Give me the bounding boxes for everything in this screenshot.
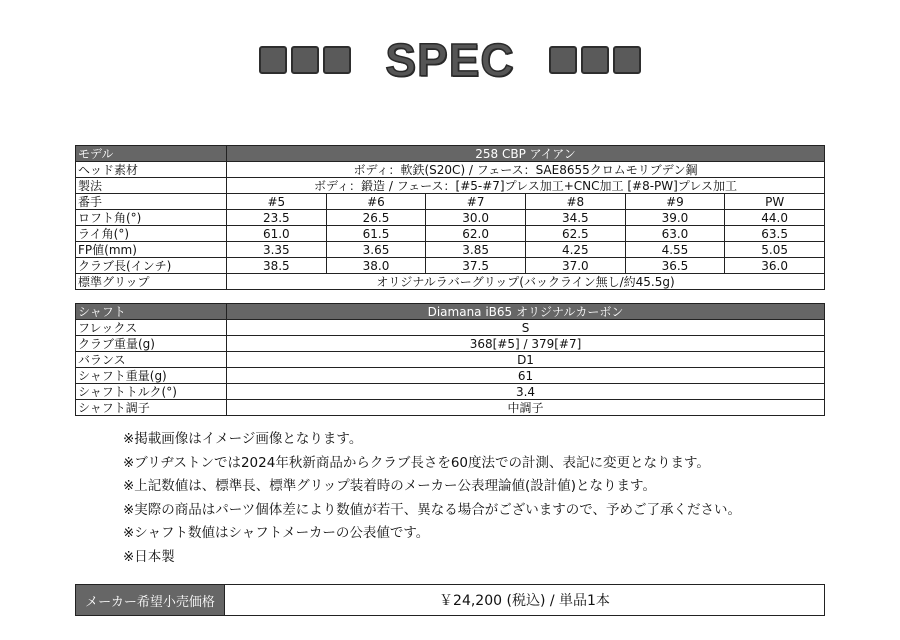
club-number-cell: #9	[625, 194, 725, 210]
table-cell: 38.5	[227, 258, 327, 274]
table-cell: 38.0	[326, 258, 426, 274]
square-icon	[259, 46, 287, 74]
table-cell: 3.4	[227, 384, 825, 400]
page-title: SPEC	[385, 34, 515, 86]
table-row-flex	[76, 320, 825, 336]
table-row-shaft	[76, 304, 825, 320]
table-row-grip	[76, 274, 825, 290]
row-label: バランス	[76, 352, 227, 368]
note-item: ※掲載画像はイメージ画像となります。	[123, 431, 363, 447]
table-cell: 44.0	[725, 210, 825, 226]
square-icon	[291, 46, 319, 74]
note-item: ※ブリヂストンでは2024年秋新商品からクラブ長さを60度法での計測、表記に変更となります。	[123, 454, 710, 471]
table-row-head-material	[76, 162, 825, 178]
square-icon	[549, 46, 577, 74]
note-item: ※実際の商品はパーツ個体差により数値が若干、異なる場合がございますので、予めご了承ください。	[123, 501, 742, 518]
table-cell: 36.5	[625, 258, 725, 274]
table-row-numbers	[76, 194, 825, 210]
shaft-spec-table	[75, 303, 825, 416]
table-row-balance	[76, 352, 825, 368]
model-value: 258 CBP アイアン	[227, 146, 825, 162]
shaft-value: Diamana iB65 オリジナルカーボン	[227, 304, 825, 320]
table-row-club-weight	[76, 336, 825, 352]
table-cell: 中調子	[227, 400, 825, 416]
table-cell: 30.0	[426, 210, 526, 226]
left-square-decoration	[259, 46, 351, 74]
square-icon	[581, 46, 609, 74]
table-cell: 23.5	[227, 210, 327, 226]
row-label: FP値(mm)	[76, 242, 227, 258]
row-label: クラブ重量(g)	[76, 336, 227, 352]
table-row-model	[76, 146, 825, 162]
price-value: ￥24,200 (税込) / 単品1本	[439, 593, 610, 609]
table-row-lie	[76, 226, 825, 242]
table-cell: 39.0	[625, 210, 725, 226]
head-material-value: ボディ：軟鉄(S20C) / フェース：SAE8655クロムモリブデン鋼	[227, 162, 825, 178]
table-row-loft	[76, 210, 825, 226]
row-label: シャフト重量(g)	[76, 368, 227, 384]
table-cell: 36.0	[725, 258, 825, 274]
shaft-label: シャフト	[76, 304, 227, 320]
club-number-cell: #5	[227, 194, 327, 210]
club-number-cell: #6	[326, 194, 426, 210]
right-square-decoration	[549, 46, 641, 74]
table-cell: 368[#5] / 379[#7]	[227, 336, 825, 352]
note-item: ※日本製	[123, 548, 175, 565]
row-label: クラブ長(インチ)	[76, 258, 227, 274]
table-cell: 3.35	[227, 242, 327, 258]
row-label: ライ角(°)	[76, 226, 227, 242]
number-label: 番手	[76, 194, 227, 210]
table-cell: 63.5	[725, 226, 825, 242]
table-row-shaft-weight	[76, 368, 825, 384]
price-box	[75, 584, 825, 616]
grip-label: 標準グリップ	[76, 274, 227, 290]
square-icon	[323, 46, 351, 74]
table-cell: 62.0	[426, 226, 526, 242]
table-cell: 63.0	[625, 226, 725, 242]
grip-value: オリジナルラバーグリップ(バックライン無し/約45.5g)	[227, 274, 825, 290]
row-label: シャフト調子	[76, 400, 227, 416]
table-cell: 4.25	[525, 242, 625, 258]
square-icon	[613, 46, 641, 74]
club-spec-table	[75, 145, 825, 290]
table-cell: 3.85	[426, 242, 526, 258]
table-cell: 37.0	[525, 258, 625, 274]
club-number-cell: PW	[725, 194, 825, 210]
club-number-cell: #7	[426, 194, 526, 210]
table-cell: S	[227, 320, 825, 336]
table-row-manufacture	[76, 178, 825, 194]
manufacture-value: ボディ：鍛造 / フェース：[#5-#7]プレス加工+CNC加工 [#8-PW]プレス加工	[227, 178, 825, 194]
row-label: ロフト角(°)	[76, 210, 227, 226]
price-label: メーカー希望小売価格	[76, 585, 225, 615]
table-cell: 61.5	[326, 226, 426, 242]
table-row-fp	[76, 242, 825, 258]
table-row-torque	[76, 384, 825, 400]
table-cell: 61	[227, 368, 825, 384]
table-cell: 3.65	[326, 242, 426, 258]
manufacture-label: 製法	[76, 178, 227, 194]
row-label: フレックス	[76, 320, 227, 336]
row-label: シャフトトルク(°)	[76, 384, 227, 400]
table-cell: 4.55	[625, 242, 725, 258]
table-cell: 37.5	[426, 258, 526, 274]
note-item: ※上記数値は、標準長、標準グリップ装着時のメーカー公表理論値(設計値)となります。	[123, 478, 656, 494]
spec-heading	[0, 30, 900, 90]
model-label: モデル	[76, 146, 227, 162]
table-cell: 5.05	[725, 242, 825, 258]
table-cell: 62.5	[525, 226, 625, 242]
notes-list	[123, 428, 741, 569]
table-row-length	[76, 258, 825, 274]
table-cell: D1	[227, 352, 825, 368]
table-row-kick-point	[76, 400, 825, 416]
note-item: ※シャフト数値はシャフトメーカーの公表値です。	[123, 525, 430, 541]
table-cell: 61.0	[227, 226, 327, 242]
table-cell: 26.5	[326, 210, 426, 226]
table-cell: 34.5	[525, 210, 625, 226]
club-number-cell: #8	[525, 194, 625, 210]
head-material-label: ヘッド素材	[76, 162, 227, 178]
